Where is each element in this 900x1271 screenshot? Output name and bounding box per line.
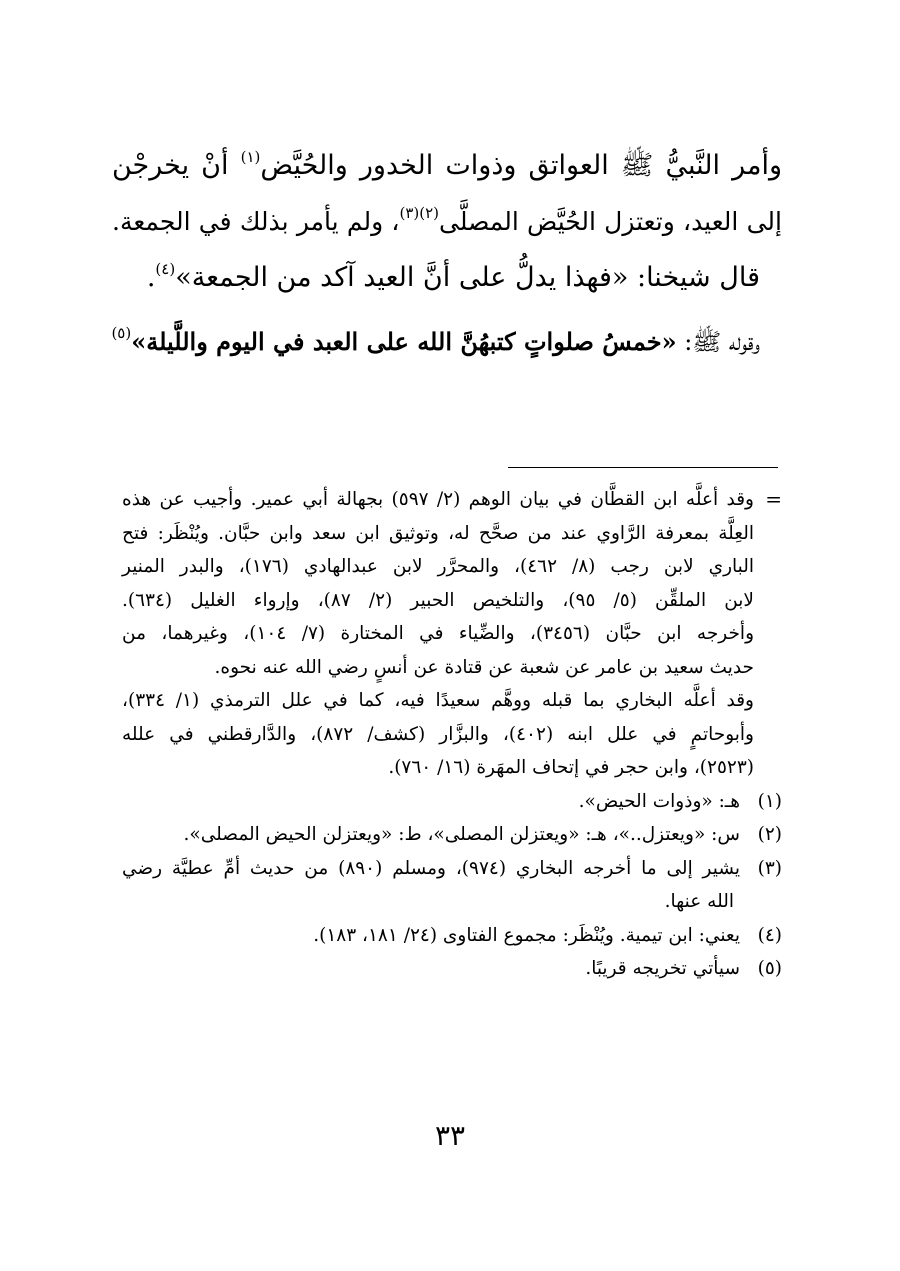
- footnote-continuation: [122, 483, 782, 785]
- footnote-line: يعني: ابن تيمية. ويُنْظَر: مجموع الفتاوى (٢٤/ ١٨١، ١٨٣).: [313, 924, 740, 946]
- footnote-line: وأخرجه ابن حبَّان (٣٤٥٦)، والضِّياء في المختارة (٧/ ١٠٤)، وغيرهما، من: [122, 623, 755, 644]
- continuation-mark: =: [765, 487, 782, 511]
- footnote-number: (٤): [757, 924, 782, 946]
- footnote-line: سيأتي تخريجه قريبًا.: [585, 958, 740, 979]
- footnote-line: يشير إلى ما أخرجه البخاري (٩٧٤)، ومسلم (٨٩٠) من حديث أمِّ عطيَّة رضي: [122, 857, 741, 879]
- main-line-1: وأمر النَّبيُّ ﷺ العواتق وذوات الخدور والحُيَّض$^{(١)}$ أنْ يخرجْن: [112, 148, 782, 181]
- footnote-line: وقد أعلَّه البخاري بما قبله ووهَّم سعيدًا فيه، كما في علل الترمذي (١/ ٣٣٤)،: [122, 690, 754, 711]
- page-number: ٣٣: [434, 1119, 466, 1152]
- footnote-ref-1[interactable]: (١): [240, 148, 261, 166]
- main-line-4: وقوله ﷺ: «خمسُ صلواتٍ كتبهُنَّ الله على العبد في اليوم واللَّيلة»$^{(٥)}$: [111, 324, 760, 356]
- footnote-1: [122, 785, 782, 819]
- main-line-3: قال شيخنا: «فهذا يدلُّ على أنَّ العيد آكد من الجمعة»$^{(٤)}$.: [146, 260, 760, 293]
- footnote-2: [122, 818, 782, 852]
- footnote-line: حديث سعيد بن عامر عن شعبة عن قتادة عن أنسٍ رضي الله عنه نحوه.: [214, 656, 754, 678]
- footnote-3: [122, 852, 782, 919]
- footnote-separator: [508, 467, 778, 468]
- footnote-4: [122, 919, 782, 953]
- footnote-line: الباري لابن رجب (٨/ ٤٦٢)، والمحرَّر لابن عبدالهادي (١٧٦)، والبدر المنير: [122, 556, 754, 577]
- footnote-number: (٢): [757, 824, 782, 845]
- footnotes: [122, 483, 782, 986]
- footnote-number: (٣): [757, 857, 782, 879]
- footnote-line: س: «ويعتزل..»، هـ: «ويعتزلن المصلى»، ط: «ويعتزلن الحيض المصلى».: [183, 824, 740, 845]
- main-line-2: إلى العيد، وتعتزل الحُيَّض المصلَّى$^{(٢)(٣)}$، ولم يأمر بذلك في الجمعة.: [112, 204, 782, 236]
- footnote-ref-5[interactable]: (٥): [111, 324, 132, 342]
- footnote-line: هـ: «وذوات الحيض».: [578, 790, 740, 812]
- footnote-line: وأبوحاتمٍ في علل ابنه (٤٠٢)، والبزَّار (كشف/ ٨٧٢)، والدَّارقطني في علله: [122, 723, 754, 745]
- footnote-ref-4[interactable]: (٤): [155, 260, 176, 278]
- footnote-ref-2-3[interactable]: (٢)(٣): [399, 204, 440, 222]
- footnote-line: (٢٥٢٣)، وابن حجر في إتحاف المهَرة (١٦/ ٧٦٠).: [388, 757, 754, 778]
- footnote-line: وقد أعلَّه ابن القطَّان في بيان الوهم (٢/ ٥٩٧) بجهالة أبي عمير. وأجيب عن هذه: [122, 489, 754, 510]
- footnote-line: لابن الملقِّن (٥/ ٩٥)، والتلخيص الحبير (٢/ ٨٧)، وإرواء الغليل (٦٣٤).: [122, 589, 754, 611]
- main-text: [112, 138, 782, 370]
- footnote-5: [122, 952, 782, 986]
- footnote-number: (١): [757, 790, 782, 812]
- footnote-line: الله عنها.: [664, 891, 734, 912]
- footnote-line: العِلَّة بمعرفة الرَّاوي عند من صحَّح له، وتوثيق ابن سعد وابن حبَّان. ويُنْظَر: فتح: [122, 522, 754, 544]
- footnote-number: (٥): [757, 958, 782, 979]
- hadith-quote: «خمسُ صلواتٍ كتبهُنَّ الله على العبد في اليوم واللَّيلة»: [131, 327, 677, 356]
